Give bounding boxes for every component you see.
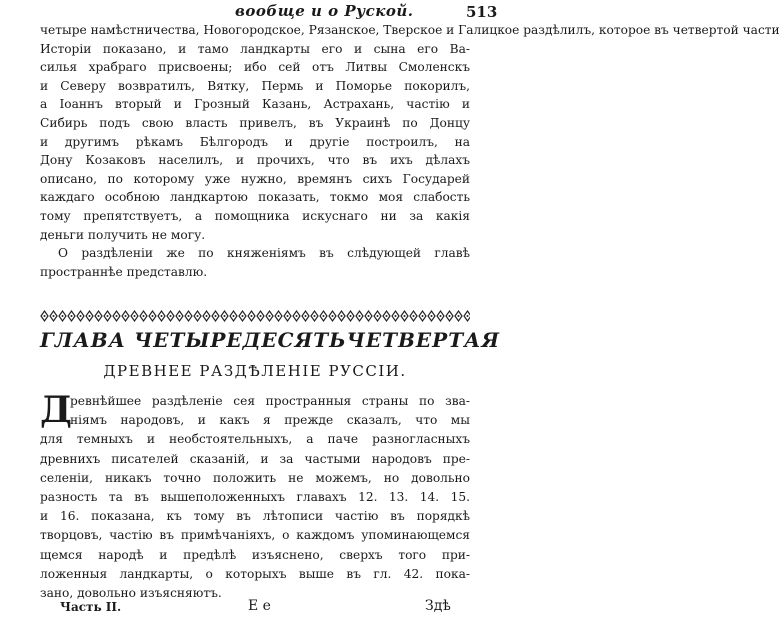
text-line: описано, по которому уже нужно, времянъ сихъ Государей: [40, 171, 470, 186]
text-line: и 16. показана, къ тому въ лѣтописи частiю въ порядкѣ: [40, 509, 470, 524]
page-footer: [0, 596, 510, 616]
ornamental-divider: [40, 309, 470, 323]
text-line: четыре намѣстничества, Новогородское, Рязанское, Тверское и Галицкое раздѣлилъ, которое въ четвертой части: [40, 23, 780, 37]
text-line: тому препятствуетъ, а помощника искуснаго ни за какiя: [40, 209, 470, 223]
chapter-subtitle: ДРЕВНЕЕ РАЗДѢЛЕНIЕ РУССIИ.: [103, 362, 407, 380]
running-title: вообще и о Руской.: [235, 2, 414, 20]
text-line: нiямъ народовъ, и какъ я прежде сказалъ, что мы: [70, 413, 470, 428]
text-line: зано, довольно изъясняютъ.: [40, 586, 222, 600]
text-line: деньги получить не могу.: [40, 227, 206, 242]
text-line: и Северу возвратилъ, Вятку, Пермь и Поморье покорилъ,: [40, 78, 470, 93]
signature-label: Часть II.: [60, 600, 122, 614]
signature-mark: Е е: [248, 598, 271, 614]
text-line: а Iоаннъ вторый и Грозный Казань, Астрахань, частiю и: [40, 97, 470, 112]
chapter-title: ГЛАВА ЧЕТЫРЕДЕСЯТЬЧЕТВЕРТАЯ: [40, 328, 500, 352]
text-line: ревнѣйшее раздѣленiе сея пространныя страны по зва-: [70, 394, 470, 408]
running-header: [0, 0, 510, 20]
text-line: древнихъ писателей сказанiй, и за частыми народовъ пре-: [40, 451, 470, 466]
text-line: ложенныя ландкарты, о которыхъ выше въ гл. 42. пока-: [40, 566, 470, 581]
text-line: разность та въ вышеположенныхъ главахъ 12. 13. 14. 15.: [40, 490, 470, 504]
text-line: каждаго особною ландкартою показать, токмо моя слабость: [40, 190, 470, 205]
catchword: Здѣ: [425, 598, 451, 614]
page-number: 513: [466, 3, 498, 21]
text-line: О раздѣленiи же по княженiямъ въ слѣдующей главѣ: [58, 246, 470, 261]
text-line: Сибирь подъ свою власть привелъ, въ Украинѣ по Донцу: [40, 116, 470, 130]
text-line: для темныхъ и необстоятельныхъ, а паче разногласныхъ: [40, 432, 470, 447]
text-line: щемся народѣ и предѣлѣ изъяснено, сверхъ того при-: [40, 547, 470, 562]
text-line: Исторiи показано, и тамо ландкарты его и сына его Ва-: [40, 41, 470, 56]
text-line: и другимъ рѣкамъ Бѣлгородъ и другiе построилъ, на: [40, 134, 470, 149]
text-line: селенiи, никакъ точно положить не можемъ, но довольно: [40, 470, 470, 485]
text-line: творцовъ, частiю въ примѣчанiяхъ, о каждомъ упоминающемся: [40, 528, 470, 543]
text-line: Дону Козаковъ населилъ, и прочихъ, что въ ихъ дѣлахъ: [40, 153, 470, 168]
text-line: силья храбраго присвоены; ибо сей отъ Литвы Смоленскъ: [40, 60, 470, 75]
text-line: пространнѣе представлю.: [40, 264, 208, 279]
drop-cap: Д: [40, 389, 73, 431]
